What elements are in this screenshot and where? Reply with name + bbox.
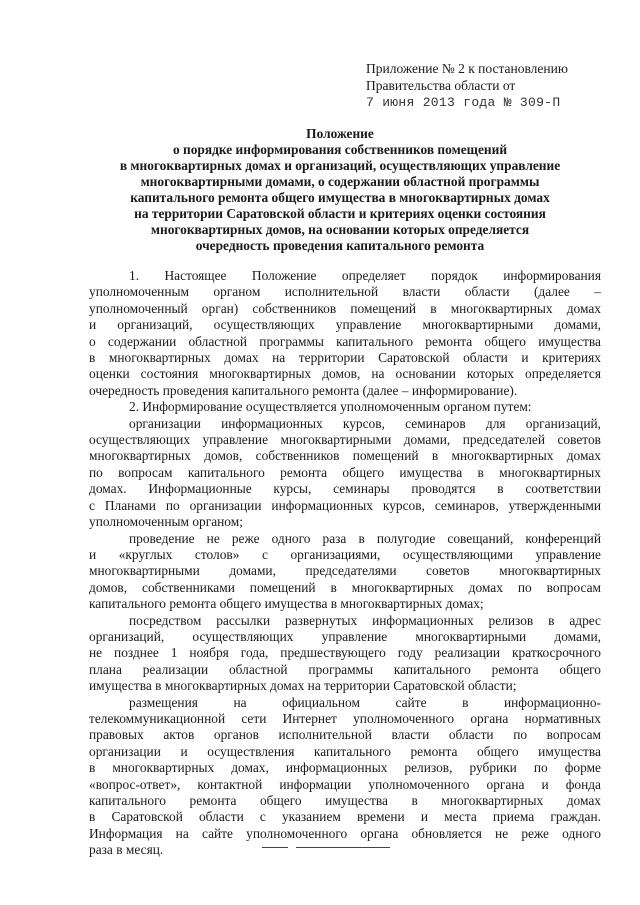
body-line: очередность проведения капитального ремонта (далее – информирование). xyxy=(89,382,518,398)
end-separator-line xyxy=(262,847,390,848)
body-line: проведение не реже одного раза в полугодие совещаний, конференций xyxy=(129,530,601,546)
title-line: о порядке информирования собственников помещений xyxy=(172,142,508,157)
body-line: домов, собственниками помещений в многоквартирных домах по вопросам xyxy=(89,579,601,595)
body-line: в многоквартирных домах, информационных релизов, рубрики по форме xyxy=(89,760,601,776)
title-line: очередность проведения капитального ремонта xyxy=(195,238,485,253)
body-line: организации и осуществления капитального ремонта общего имущества xyxy=(89,743,601,759)
body-line: организаций, осуществляющих управление многоквартирными домами, xyxy=(89,628,601,644)
body-line: размещения на официальном сайте в информационно- xyxy=(129,694,601,710)
title-line: Положение xyxy=(306,126,374,141)
body-line: многоквартирных домов, собственников помещений в многоквартирных домах xyxy=(89,448,601,464)
document-title xyxy=(80,126,600,254)
body-line: уполномоченным органом исполнительной власти области (далее – xyxy=(89,284,601,300)
body-line: с Планами по организации информационных курсов, семинаров, утвержденными xyxy=(89,497,601,513)
body-line: 2. Информирование осуществляется уполномоченным органом путем: xyxy=(129,399,532,415)
body-line: домах. Информационные курсы, семинары проводятся в соответствии xyxy=(89,481,601,497)
body-line: по вопросам капитального ремонта общего имущества в многоквартирных xyxy=(89,464,601,480)
body-line: не позднее 1 ноября года, предшествующего году реализации краткосрочного xyxy=(89,645,601,661)
body-line: уполномоченный орган) собственников помещений в многоквартирных домах xyxy=(89,300,601,316)
body-line: оценки состояния многоквартирных домов, на основании которых определяется xyxy=(89,366,601,382)
body-line: телекоммуникационной сети Интернет уполномоченного органа нормативных xyxy=(89,710,601,726)
title-line: капитального ремонта общего имущества в многоквартирных домах xyxy=(130,190,550,205)
body-line: посредством рассылки развернутых информационных релизов в адрес xyxy=(129,612,601,628)
body-line: организации информационных курсов, семинаров для организаций, xyxy=(129,415,601,431)
annex-date-number: 7 июня 2013 года № 309-П xyxy=(366,95,561,110)
body-line: о содержании областной программы капитального ремонта общего имущества xyxy=(89,333,601,349)
body-line: 1. Настоящее Положение определяет порядок информирования xyxy=(129,268,601,283)
body-line: раза в месяц. xyxy=(89,842,164,858)
body-line: многоквартирными домами, председателями советов многоквартирных xyxy=(89,563,601,579)
body-line: уполномоченным органом; xyxy=(89,514,243,530)
annex-header xyxy=(366,60,568,111)
separator-gap xyxy=(288,846,296,849)
title-line: многоквартирных домов, на основании которых определяется xyxy=(150,222,530,237)
body-line: осуществляющих управление многоквартирными домами, председателей советов xyxy=(89,432,601,448)
annex-line-2: Правительства области от xyxy=(366,78,516,93)
document-body xyxy=(89,268,601,859)
body-line: Информация на сайте уполномоченного органа обновляется не реже одного xyxy=(89,825,601,841)
body-line: в Саратовской области с указанием времени и места приема граждан. xyxy=(89,809,601,825)
body-line: и организаций, осуществляющих управление многоквартирными домами, xyxy=(89,317,601,333)
body-line: и «круглых столов» с организациями, осуществляющими управление xyxy=(89,546,601,562)
body-line: правовых актов органов исполнительной власти области по вопросам xyxy=(89,727,601,743)
body-line: в многоквартирных домах на территории Саратовской области и критериях xyxy=(89,350,601,366)
body-line: имущества в многоквартирных домах на территории Саратовской области; xyxy=(89,678,517,694)
body-line: «вопрос-ответ», контактной информации уполномоченного органа и фонда xyxy=(89,776,601,792)
body-line: плана реализации областной программы капитального ремонта общего xyxy=(89,661,601,677)
body-line: капитального ремонта общего имущества в многоквартирных домах xyxy=(89,793,601,808)
body-line: капитального ремонта общего имущества в многоквартирных домах; xyxy=(89,596,484,612)
title-line: на территории Саратовской области и критериях оценки состояния xyxy=(134,206,546,221)
title-line: многоквартирными домами, о содержании областной программы xyxy=(140,174,540,189)
annex-line-1: Приложение № 2 к постановлению xyxy=(366,61,568,76)
title-line: в многоквартирных домах и организаций, осуществляющих управление xyxy=(119,158,561,173)
